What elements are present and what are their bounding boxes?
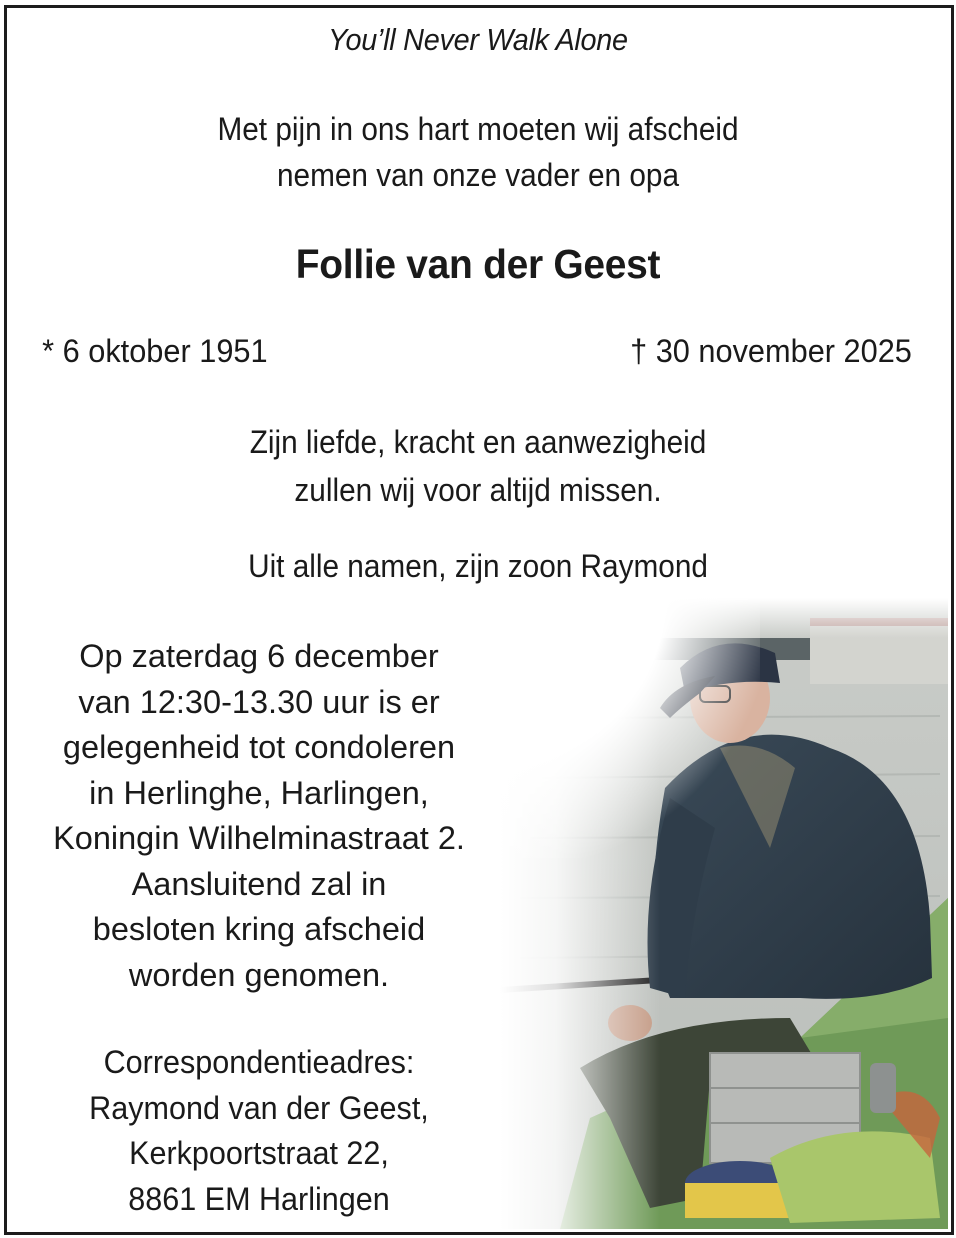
condolence-line: Koningin Wilhelminastraat 2.: [53, 820, 465, 856]
address-line: Correspondentieadres:: [103, 1044, 415, 1080]
memory-line: Zijn liefde, kracht en aanwezigheid: [249, 424, 707, 460]
motto: You’ll Never Walk Alone: [328, 22, 628, 57]
intro-text: [33, 106, 922, 198]
death-date: † 30 november 2025: [630, 333, 912, 369]
deceased-name: Follie van der Geest: [295, 241, 661, 287]
address-line: Raymond van der Geest,: [89, 1089, 429, 1126]
portrait-photo: [500, 598, 948, 1229]
condolence-line: in Herlinghe, Harlingen,: [89, 774, 429, 811]
condolence-line: besloten kring afscheid: [92, 911, 426, 947]
signed-by: Uit alle namen, zijn zoon Raymond: [248, 548, 708, 584]
address-line: 8861 EM Harlingen: [128, 1180, 390, 1217]
condolence-info: [18, 634, 500, 998]
correspondence-address: [32, 1040, 485, 1222]
condolence-line: worden genomen.: [128, 956, 390, 993]
address-line: Kerkpoortstraat 22,: [129, 1135, 389, 1171]
memory-text: [33, 418, 922, 514]
condolence-line: Op zaterdag 6 december: [79, 638, 439, 674]
intro-line: Met pijn in ons hart moeten wij afscheid: [217, 111, 739, 147]
photo-fade-corner: [500, 598, 760, 858]
intro-line: nemen van onze vader en opa: [276, 157, 680, 193]
birth-date: * 6 oktober 1951: [42, 333, 268, 369]
condolence-line: gelegenheid tot condoleren: [62, 729, 456, 765]
condolence-line: van 12:30-13.30 uur is er: [78, 683, 440, 720]
memory-line: zullen wij voor altijd missen.: [294, 472, 662, 508]
condolence-line: Aansluitend zal in: [131, 865, 387, 902]
